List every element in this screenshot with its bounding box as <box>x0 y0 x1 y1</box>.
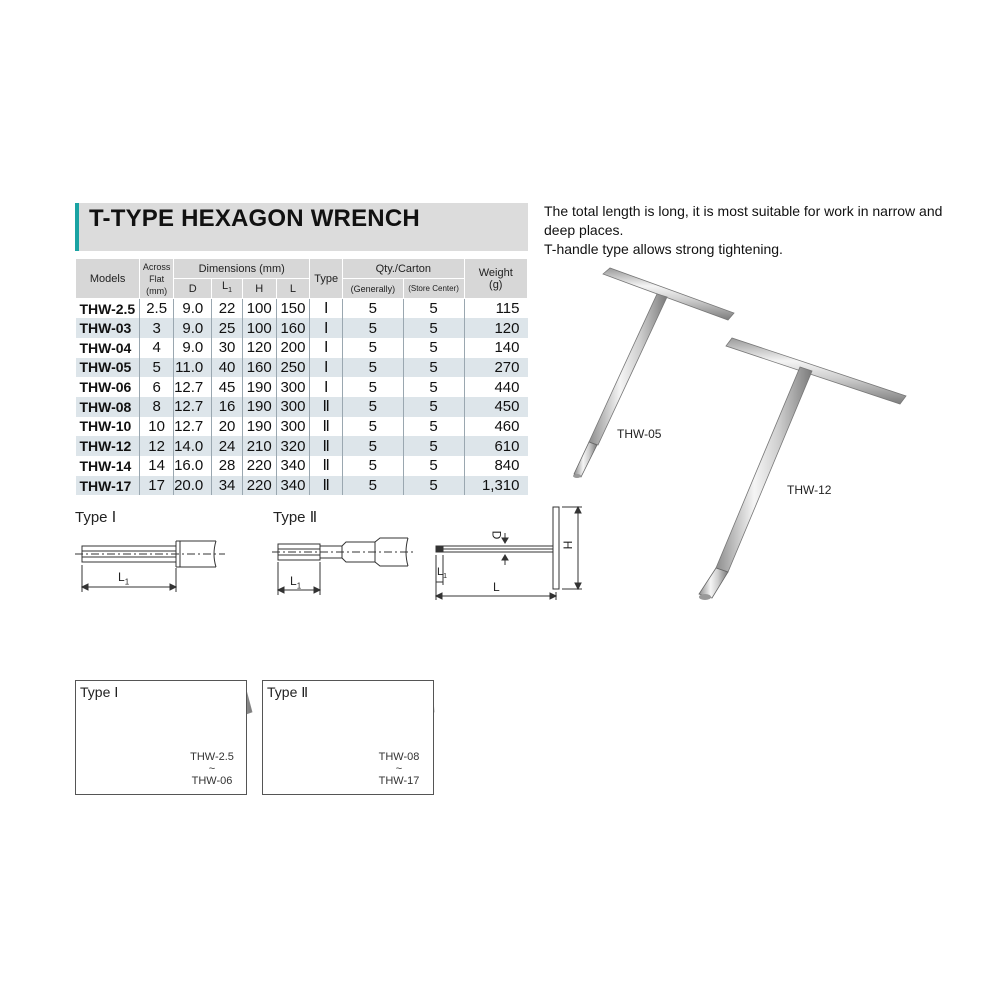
cell-d: 14.0 <box>174 436 212 456</box>
cell-d: 12.7 <box>174 397 212 417</box>
cell-qty-generally: 5 <box>343 476 404 496</box>
cell-l: 200 <box>276 338 310 358</box>
cell-type: Ⅱ <box>310 456 343 476</box>
cell-type: Ⅱ <box>310 436 343 456</box>
cell-qty-generally: 5 <box>343 456 404 476</box>
cell-l: 300 <box>276 397 310 417</box>
photo-type1-tilde: ~ <box>208 763 216 775</box>
cell-qty-store: 5 <box>403 377 464 397</box>
cell-across-flat: 8 <box>140 397 174 417</box>
cell-type: Ⅰ <box>310 338 343 358</box>
cell-qty-store: 5 <box>403 358 464 378</box>
cell-type: Ⅱ <box>310 417 343 437</box>
cell-across-flat: 3 <box>140 318 174 338</box>
cell-model: THW-14 <box>79 457 132 474</box>
cell-model: THW-10 <box>79 418 132 435</box>
cell-qty-store: 5 <box>403 417 464 437</box>
cell-h: 190 <box>242 377 276 397</box>
cell-weight: 115 <box>464 299 527 319</box>
cell-l1: 22 <box>212 299 243 319</box>
cell-h: 210 <box>242 436 276 456</box>
cell-l: 250 <box>276 358 310 378</box>
header-dim-d: D <box>174 279 212 299</box>
cell-l: 160 <box>276 318 310 338</box>
cell-across-flat: 17 <box>140 476 174 496</box>
photo-type2-from: THW-08 <box>378 751 420 763</box>
cell-l1: 45 <box>212 377 243 397</box>
photo-type1-from: THW-2.5 <box>190 751 234 763</box>
header-qty-generally: (Generally) <box>343 279 404 299</box>
header-across-flat-line-1: Across <box>142 261 171 272</box>
header-type: Type <box>310 259 343 299</box>
cell-l: 300 <box>276 377 310 397</box>
cell-model: THW-17 <box>76 476 140 496</box>
model-label-large: THW-12 <box>787 483 832 497</box>
cell-h: 190 <box>242 397 276 417</box>
cell-across-flat: 4 <box>140 338 174 358</box>
cell-l1: 34 <box>212 476 243 496</box>
photo-type2-tilde: ~ <box>395 763 403 775</box>
type1-diagram-numeral: Ⅰ <box>111 510 117 526</box>
header-dim-l1-main: L <box>222 279 229 292</box>
photo-type2-range <box>369 751 429 787</box>
cell-model: THW-08 <box>76 397 140 417</box>
cell-d: 12.7 <box>174 377 212 397</box>
description-line-2: deep places. <box>544 222 624 238</box>
type2-l1-main: L <box>290 574 297 588</box>
header-dimensions: Dimensions (mm) <box>174 259 310 279</box>
cell-type: Ⅱ <box>310 476 343 496</box>
wrench-illustration-small <box>573 268 734 478</box>
t-handle-l1-label <box>437 566 447 580</box>
t-handle-l1-sub: 1 <box>443 573 448 581</box>
cell-h: 100 <box>242 299 276 319</box>
cell-type: Ⅰ <box>310 318 343 338</box>
header-dim-h: H <box>242 279 276 299</box>
cell-qty-store: 5 <box>403 338 464 358</box>
t-handle-h-label: H <box>560 540 575 550</box>
t-handle-drawing <box>436 507 582 600</box>
cell-l: 340 <box>276 476 310 496</box>
photo-box-type1 <box>75 680 247 795</box>
cell-d: 9.0 <box>174 299 212 319</box>
cell-l1: 28 <box>212 456 243 476</box>
photo-type1-numeral: Ⅰ <box>114 686 119 701</box>
cell-qty-generally: 5 <box>343 436 404 456</box>
cell-weight: 840 <box>464 456 527 476</box>
header-qty-store: (Store Center) <box>403 279 464 299</box>
type1-drawing <box>75 541 225 592</box>
cell-l: 320 <box>276 436 310 456</box>
header-weight-line-1: Weight <box>478 266 513 279</box>
cell-qty-store: 5 <box>403 456 464 476</box>
photo-type2-label <box>267 684 308 702</box>
cell-type: Ⅰ <box>310 299 343 319</box>
header-models: Models <box>76 259 140 299</box>
cell-weight: 450 <box>464 397 527 417</box>
cell-h: 190 <box>242 417 276 437</box>
cell-model: THW-12 <box>76 436 140 456</box>
header-across-flat-line-3: (mm) <box>146 285 168 296</box>
photo-type1-to: THW-06 <box>191 775 233 787</box>
type1-l1-main: L <box>118 570 125 584</box>
cell-qty-generally: 5 <box>343 417 404 437</box>
header-qty-carton: Qty./Carton <box>343 259 464 279</box>
cell-qty-store: 5 <box>403 318 464 338</box>
type1-l1-label <box>118 570 129 586</box>
cell-weight: 460 <box>464 417 527 437</box>
cell-l1: 40 <box>212 358 243 378</box>
description-line-1: The total length is long, it is most suitable for work in narrow and <box>544 203 943 219</box>
cell-l1: 16 <box>212 397 243 417</box>
cell-across-flat: 6 <box>140 377 174 397</box>
page-title: T-TYPE HEXAGON WRENCH <box>89 205 420 232</box>
cell-weight: 270 <box>464 358 527 378</box>
cell-l1: 20 <box>212 417 243 437</box>
cell-weight: 610 <box>464 436 527 456</box>
cell-type: Ⅰ <box>310 358 343 378</box>
t-handle-d-label: D <box>489 530 504 540</box>
type2-l1-label <box>290 574 301 590</box>
photo-type2-to: THW-17 <box>378 775 420 787</box>
type2-l1-sub: 1 <box>296 581 302 591</box>
cell-type: Ⅱ <box>310 397 343 417</box>
cell-l: 150 <box>276 299 310 319</box>
photo-type1-range <box>182 751 242 787</box>
cell-qty-store: 5 <box>403 476 464 496</box>
cell-model: THW-03 <box>76 318 140 338</box>
type1-diagram-label-text: Type <box>75 509 108 526</box>
cell-l1: 30 <box>212 338 243 358</box>
photo-type2-numeral: Ⅱ <box>301 686 309 701</box>
cell-weight: 140 <box>464 338 527 358</box>
cell-qty-generally: 5 <box>343 397 404 417</box>
cell-model: THW-2.5 <box>79 300 136 317</box>
cell-d: 9.0 <box>174 338 212 358</box>
cell-across-flat: 14 <box>140 456 174 476</box>
type2-diagram-label-text: Type <box>273 509 306 526</box>
cell-l1: 24 <box>212 436 243 456</box>
cell-model: THW-06 <box>79 379 132 396</box>
header-across-flat-line-2: Flat <box>149 273 165 284</box>
cell-qty-store: 5 <box>403 299 464 319</box>
photo-box-type2 <box>262 680 434 795</box>
cell-qty-store: 5 <box>403 397 464 417</box>
cell-l: 340 <box>276 456 310 476</box>
cell-model: THW-04 <box>79 339 132 356</box>
cell-l: 300 <box>276 417 310 437</box>
cell-qty-generally: 5 <box>343 299 404 319</box>
cell-across-flat: 12 <box>140 436 174 456</box>
cell-d: 16.0 <box>174 456 212 476</box>
cell-weight: 440 <box>464 377 527 397</box>
wrench-illustration-large <box>699 338 906 600</box>
cell-qty-generally: 5 <box>343 338 404 358</box>
cell-across-flat: 10 <box>140 417 174 437</box>
cell-across-flat: 2.5 <box>140 299 174 319</box>
cell-qty-store: 5 <box>403 436 464 456</box>
cell-h: 120 <box>242 338 276 358</box>
t-handle-l-label: L <box>493 580 500 594</box>
photo-type1-label-text: Type <box>80 684 111 700</box>
cell-weight: 1,310 <box>464 476 527 496</box>
header-weight-line-2: (g) <box>489 278 503 291</box>
t-handle-l1-main: L <box>437 566 444 578</box>
cell-h: 160 <box>242 358 276 378</box>
description-line-3: T-handle type allows strong tightening. <box>544 241 783 257</box>
cell-d: 11.0 <box>174 358 212 378</box>
cell-l1: 25 <box>212 318 243 338</box>
cell-model: THW-05 <box>76 358 140 378</box>
photo-type2-label-text: Type <box>267 684 298 700</box>
model-label-small: THW-05 <box>617 427 662 441</box>
cell-qty-generally: 5 <box>343 318 404 338</box>
cell-across-flat: 5 <box>140 358 174 378</box>
cell-h: 220 <box>242 456 276 476</box>
cell-qty-generally: 5 <box>343 358 404 378</box>
cell-type: Ⅰ <box>310 377 343 397</box>
cell-weight: 120 <box>464 318 527 338</box>
cell-d: 12.7 <box>174 417 212 437</box>
cell-qty-generally: 5 <box>343 377 404 397</box>
cell-h: 100 <box>242 318 276 338</box>
cell-d: 20.0 <box>174 476 212 496</box>
cell-h: 220 <box>242 476 276 496</box>
type1-l1-sub: 1 <box>124 577 130 587</box>
cell-d: 9.0 <box>174 318 212 338</box>
header-dim-l: L <box>276 279 310 299</box>
photo-type1-label <box>80 684 118 702</box>
type2-diagram-numeral: Ⅱ <box>309 510 318 526</box>
header-dim-l1-sub: 1 <box>228 287 233 295</box>
